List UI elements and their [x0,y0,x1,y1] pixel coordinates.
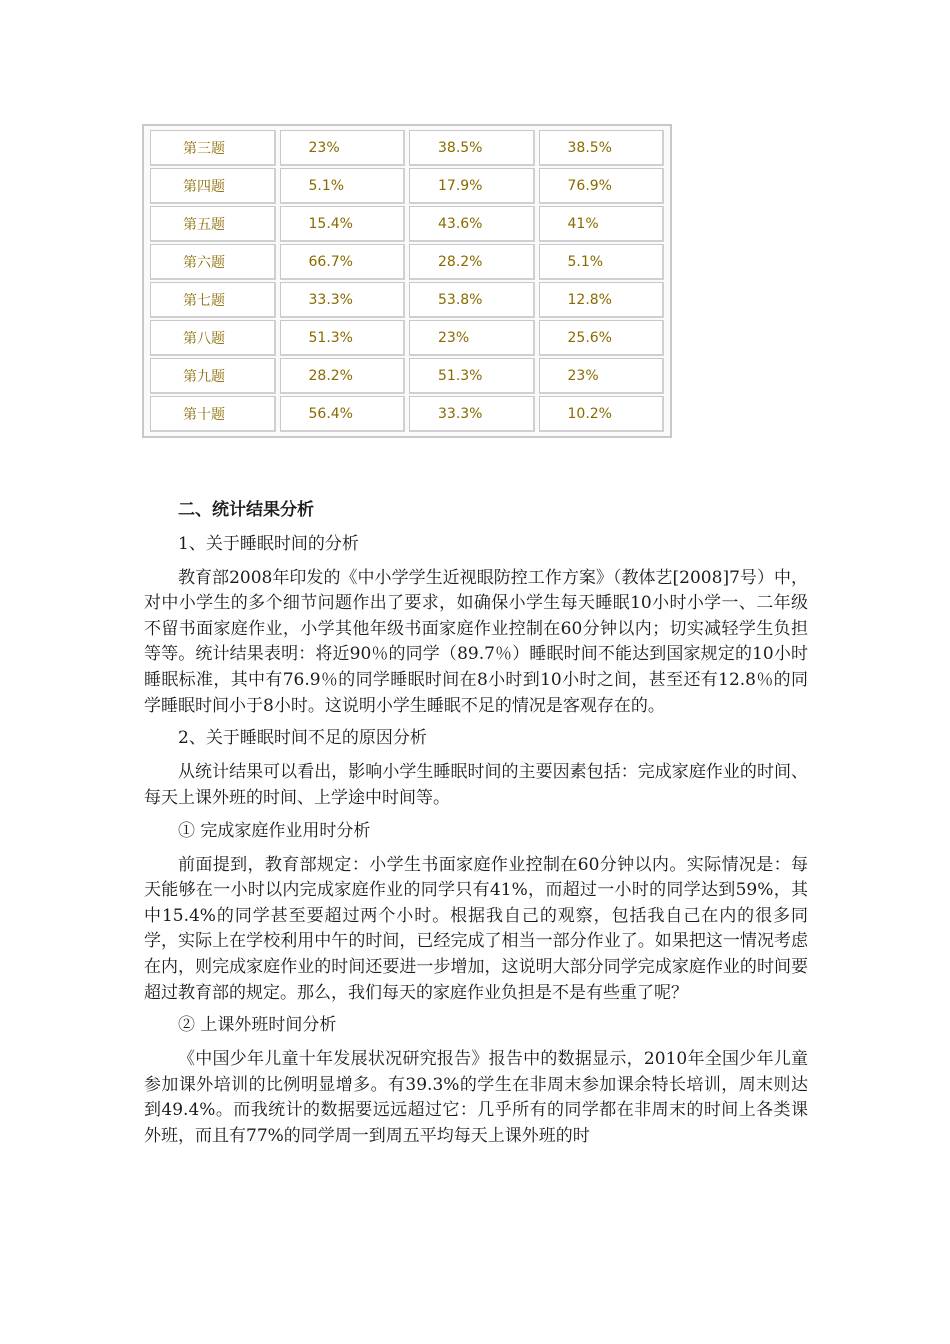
paragraph-causes: 从统计结果可以看出，影响小学生睡眠时间的主要因素包括：完成家庭作业的时间、每天上课外班的时间、上学途中时间等。 [144,762,808,808]
table-row [150,206,664,242]
percentage-cell: 56.4% [280,396,406,432]
table-row [150,244,664,280]
paragraph-homework: 前面提到，教育部规定：小学生书面家庭作业控制在60分钟以内。实际情况是：每天能够在一小时以内完成家庭作业的同学只有41%，而超过一小时的同学达到59%，其中15.4%的同学甚至要超过两个小时。根据我自己的观察，包括我自己在内的很多同学，实际上在学校利用中午的时间，已经完成了相当一部分作业了。如果把这一情况考虑在内，则完成家庭作业的时间还要进一步增加，这说明大部分同学完成家庭作业的时间要超过教育部的规定。那么，我们每天的家庭作业负担是不是有些重了呢？ [144,854,808,1003]
percentage-cell: 28.2% [409,244,535,280]
percentage-cell: 41% [539,206,665,242]
percentage-cell: 76.9% [539,168,665,204]
percentage-cell: 28.2% [280,358,406,394]
percentage-cell: 15.4% [280,206,406,242]
question-label-cell: 第四题 [150,168,276,204]
statistics-table [142,124,672,438]
table-row [150,358,664,394]
percentage-cell: 23% [409,320,535,356]
percentage-cell: 51.3% [409,358,535,394]
question-label-cell: 第六题 [150,244,276,280]
percentage-cell: 12.8% [539,282,665,318]
question-label-cell: 第七题 [150,282,276,318]
subheading-sleep-time: 1、关于睡眠时间的分析 [178,533,359,554]
percentage-cell: 38.5% [539,130,665,166]
percentage-cell: 43.6% [409,206,535,242]
question-label-cell: 第五题 [150,206,276,242]
table-row [150,396,664,432]
analysis-text [144,498,808,1157]
table-row [150,320,664,356]
table-row [150,168,664,204]
section-heading: 二、统计结果分析 [178,500,314,520]
paragraph-sleep-time: 教育部2008年印发的《中小学学生近视眼防控工作方案》（教体艺[2008]7号）中，对中小学生的多个细节问题作出了要求，如确保小学生每天睡眠10小时小学一、二年级不留书面家庭作业，小学其他年级书面家庭作业控制在60分钟以内；切实减轻学生负担等等。统计结果表明：将近90％的同学（89.7％）睡眠时间不能达到国家规定的10小时睡眠标准，其中有76.9％的同学睡眠时间在8小时到10小时之间，甚至还有12.8％的同学睡眠时间小于8小时。这说明小学生睡眠不足的情况是客观存在的。 [144,567,808,716]
percentage-cell: 17.9% [409,168,535,204]
item-homework-analysis: ① 完成家庭作业用时分析 [178,820,371,841]
item-class-analysis: ② 上课外班时间分析 [178,1015,337,1036]
percentage-cell: 33.3% [280,282,406,318]
percentage-cell: 25.6% [539,320,665,356]
question-label-cell: 第十题 [150,396,276,432]
percentage-cell: 23% [280,130,406,166]
percentage-cell: 23% [539,358,665,394]
percentage-cell: 53.8% [409,282,535,318]
subheading-sleep-causes: 2、关于睡眠时间不足的原因分析 [178,728,427,749]
percentage-cell: 51.3% [280,320,406,356]
percentage-cell: 33.3% [409,396,535,432]
percentage-cell: 5.1% [280,168,406,204]
question-label-cell: 第八题 [150,320,276,356]
question-label-cell: 第九题 [150,358,276,394]
percentage-cell: 38.5% [409,130,535,166]
paragraph-classes: 《中国少年儿童十年发展状况研究报告》报告中的数据显示，2010年全国少年儿童参加课外培训的比例明显增多。有39.3%的学生在非周末参加课余特长培训，周末则达到49.4%。而我统计的数据要远远超过它：几乎所有的同学都在非周末的时间上各类课外班，而且有77%的同学周一到周五平均每天上课外班的时 [144,1049,808,1147]
table-row [150,282,664,318]
percentage-cell: 5.1% [539,244,665,280]
question-label-cell: 第三题 [150,130,276,166]
table-row [150,130,664,166]
percentage-cell: 10.2% [539,396,665,432]
percentage-cell: 66.7% [280,244,406,280]
